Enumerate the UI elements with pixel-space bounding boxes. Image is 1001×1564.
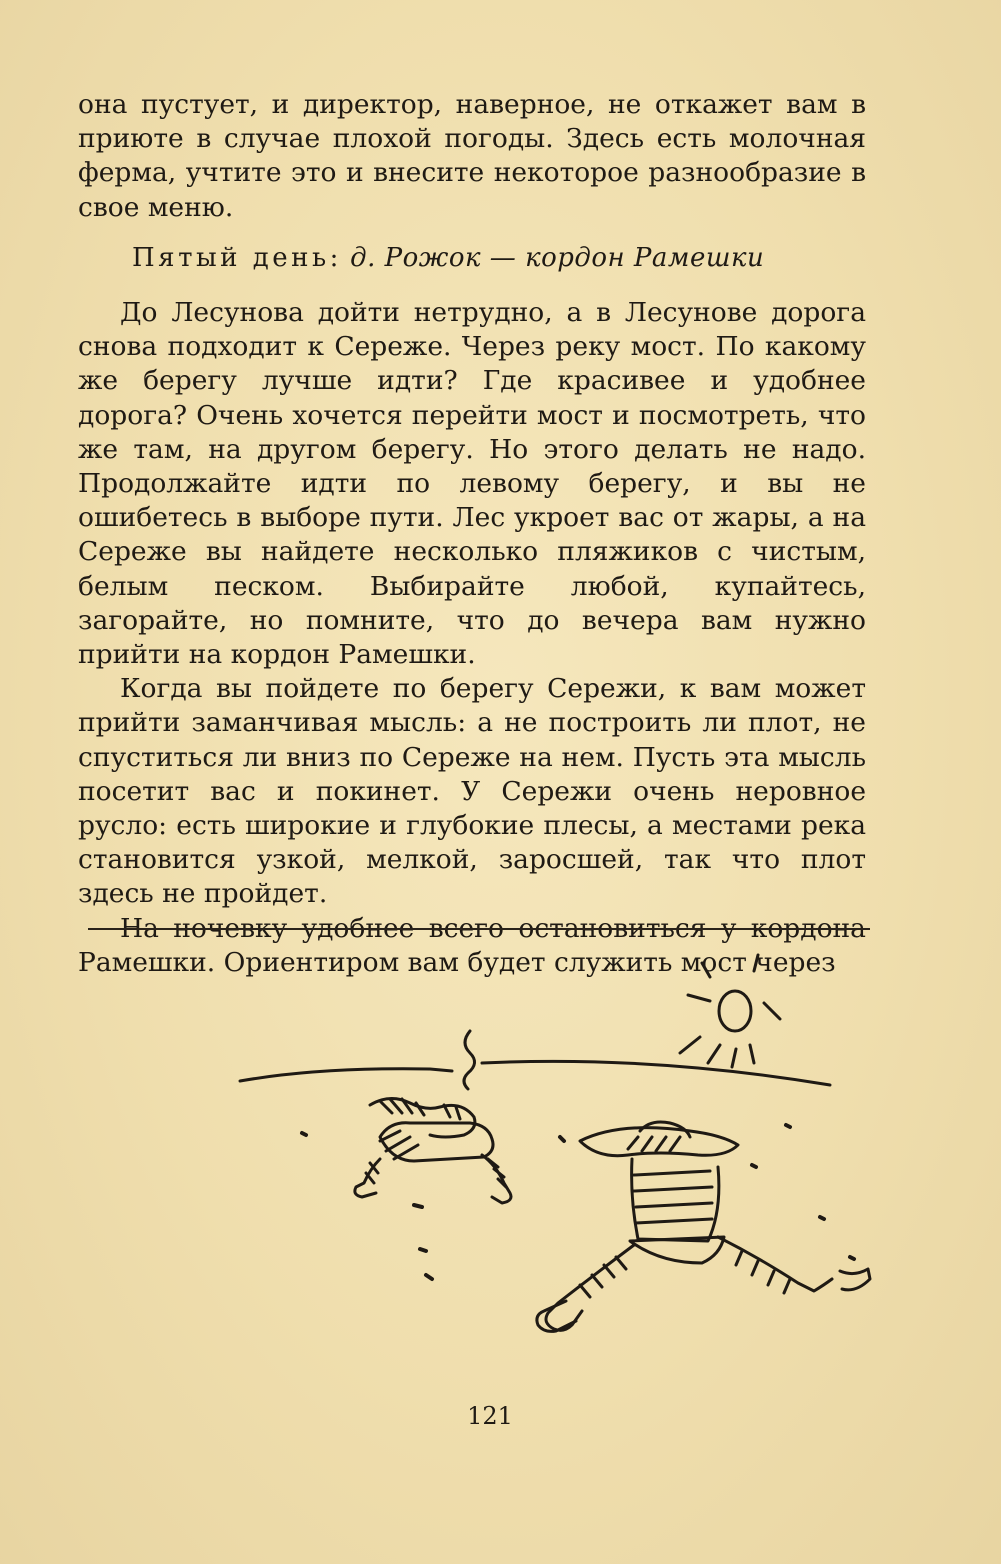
lying-person-1 — [355, 1098, 511, 1203]
top-paragraph-block — [78, 88, 866, 225]
main-text-block — [78, 296, 866, 980]
top-paragraph: она пустует, и директор, наверное, не откажет вам в приюте в случае плохой погоды. Здесь есть молочная ферма, учтите это и внесите некоторое разнообразие в свое меню. — [78, 89, 866, 223]
sand-specks — [302, 1125, 854, 1279]
sun-icon — [680, 955, 780, 1067]
heading-label: Пятый день: — [132, 243, 342, 273]
smoke-squiggle — [464, 1031, 475, 1089]
section-heading — [132, 243, 852, 273]
horizon-line-right — [482, 1061, 830, 1085]
paragraph-1: До Лесунова дойти нетрудно, а в Лесунове дорога снова подходит к Сереже. Через реку мост. По какому же берегу лучше идти? Где красивее и удобнее дорога? Очень хочется перейти мост и посмотреть, что же там, на другом берегу. Но этого делать не надо. Продолжайте идти по левому берегу, и вы не ошибетесь в выборе пути. Лес укроет вас от жары, а на Сереже вы найдете несколько пляжиков с чистым, белым песком. Выбирайте любой, купайтесь, загорайте, но помните, что до вечера вам нужно прийти на кордон Рамешки. — [78, 297, 866, 671]
page-number: 121 — [467, 1402, 513, 1430]
sunbathers-illustration — [230, 945, 890, 1365]
horizon-line — [240, 1069, 452, 1081]
paragraph-2: Когда вы пойдете по берегу Сережи, к вам может прийти заманчивая мысль: а не построить ли плот, не спуститься ли вниз по Сереже на нем. Пусть эта мысль посетит вас и покинет. У Сережи очень неровное русло: есть широкие и глубокие плесы, а местами река становится узкой, мелкой, заросшей, так что плот здесь не пройдет. — [78, 673, 866, 910]
paragraph-3: На ночевку удобнее всего остановиться у кордона Рамешки. Ориентиром вам будет служить мост через — [78, 912, 866, 978]
heading-route: д. Рожок — кордон Рамешки — [350, 243, 765, 273]
horizontal-rule — [88, 928, 870, 930]
lying-person-2 — [537, 1122, 870, 1331]
